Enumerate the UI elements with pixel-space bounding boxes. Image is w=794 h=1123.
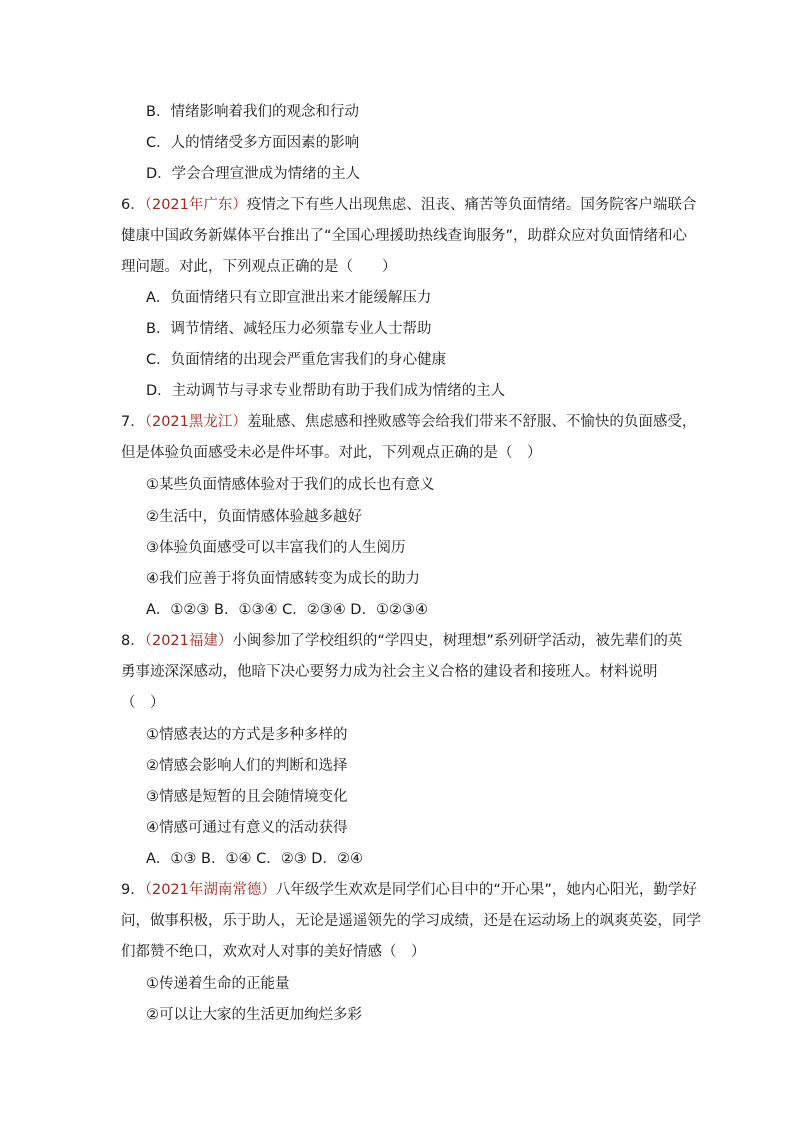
question-9-line-1 [0, 880, 794, 900]
question-6-option-c: C．负面情绪的出现会严重危害我们的身心健康 [146, 352, 447, 368]
question-6-line-3: 理问题。对此，下列观点正确的是（ ） [121, 259, 397, 275]
question-7-statement-3: ③体验负面感受可以丰富我们的人生阅历 [146, 540, 406, 556]
question-number: 8． [121, 633, 145, 649]
question-text: 疫情之下有些人出现焦虑、沮丧、痛苦等负面情绪。国务院客户端联合 [246, 197, 697, 213]
question-number: 6． [121, 197, 145, 213]
question-8-statement-2: ②情感会影响人们的判断和选择 [146, 758, 348, 774]
question-source: （2021年广东） [144, 197, 247, 213]
question-6-option-a: A．负面情绪只有立即宣泄出来才能缓解压力 [146, 290, 432, 306]
question-7-statement-4: ④我们应善于将负面情感转变为成长的助力 [146, 571, 420, 587]
option-c: C．人的情绪受多方面因素的影响 [146, 135, 360, 151]
question-source: （2021年湖南常德） [144, 882, 276, 898]
question-7-statement-2: ②生活中，负面情感体验越多越好 [146, 509, 362, 525]
question-number: 7． [121, 414, 145, 430]
question-6-line-2: 健康中国政务新媒体平台推出了“全国心理援助热线查询服务”，助群众应对负面情绪和心 [121, 228, 688, 244]
question-text: 八年级学生欢欢是同学们心目中的“开心果”，她内心阳光，勤学好 [275, 882, 697, 898]
question-6-option-b: B．调节情绪、减轻压力必须靠专业人士帮助 [146, 321, 432, 337]
question-7-line-2: 但是体验负面感受未必是件坏事。对此，下列观点正确的是（ ） [121, 445, 542, 461]
question-8-options: A．①③ B．①④ C．②③ D．②④ [146, 851, 363, 867]
question-7-statement-1: ①某些负面情感体验对于我们的成长也有意义 [146, 477, 435, 493]
question-9-statement-2: ②可以让大家的生活更加绚烂多彩 [146, 1007, 362, 1023]
question-7-line-1 [0, 412, 794, 432]
question-6-line-1 [0, 195, 794, 215]
question-7-options: A．①②③ B．①③④ C．②③④ D．①②③④ [146, 602, 428, 618]
question-8-line-3: （ ） [121, 695, 165, 711]
option-b: B．情绪影响着我们的观念和行动 [146, 104, 359, 120]
question-8-statement-3: ③情感是短暂的且会随情境变化 [146, 789, 348, 805]
option-d: D．学会合理宣泄成为情绪的主人 [146, 166, 361, 182]
question-number: 9． [121, 882, 145, 898]
question-8-line-1 [0, 631, 794, 651]
question-9-line-3: 们都赞不绝口，欢欢对人对事的美好情感（ ） [121, 944, 426, 960]
question-8-statement-1: ①情感表达的方式是多种多样的 [146, 727, 348, 743]
question-source: （2021黑龙江） [144, 414, 247, 430]
question-9-line-2: 问，做事积极，乐于助人，无论是遥遥领先的学习成绩，还是在运动场上的飒爽英姿，同学 [121, 913, 701, 929]
question-text: 羞耻感、焦虑感和挫败感等会给我们带来不舒服、不愉快的负面感受， [246, 414, 697, 430]
question-text: 小闽参加了学校组织的“学四史，树理想”系列研学活动，被先辈们的英 [232, 633, 683, 649]
question-9-statement-1: ①传递着生命的正能量 [146, 976, 290, 992]
question-8-statement-4: ④情感可通过有意义的活动获得 [146, 820, 348, 836]
question-source: （2021福建） [144, 633, 233, 649]
question-8-line-2: 勇事迹深深感动，他暗下决心要努力成为社会主义合格的建设者和接班人。材料说明 [121, 664, 658, 680]
question-6-option-d: D．主动调节与寻求专业帮助有助于我们成为情绪的主人 [146, 383, 506, 399]
